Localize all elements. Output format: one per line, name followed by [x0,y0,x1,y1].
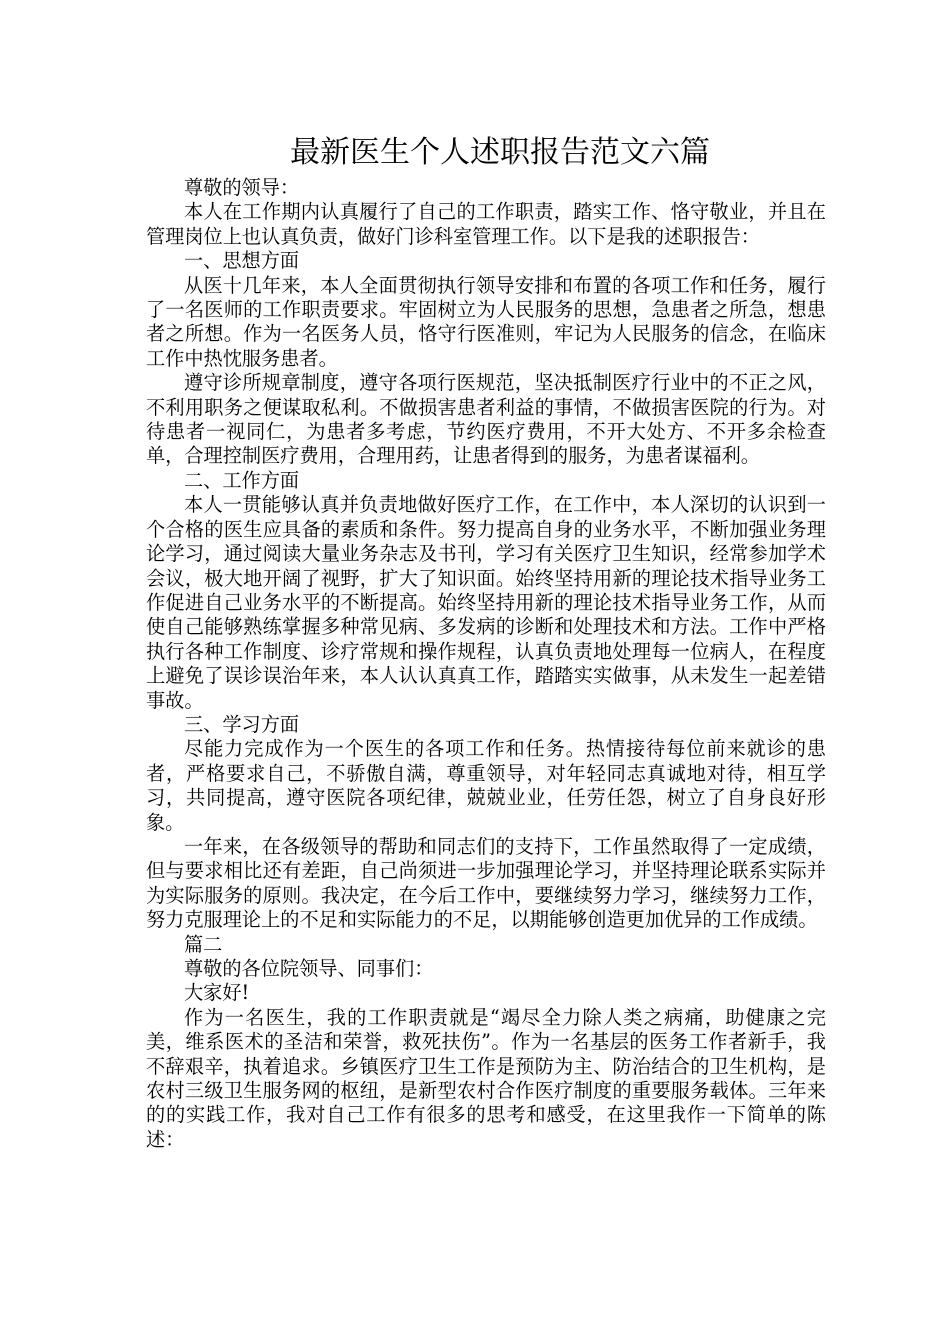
section-heading: 三、学习方面 [184,712,300,736]
section-heading: 一、思想方面 [184,249,300,273]
document-body [146,176,826,1152]
section-heading: 二、工作方面 [184,468,300,492]
body-paragraph: 本人一贯能够认真并负责地做好医疗工作，在工作中，本人深切的认识到一个合格的医生应具备的素质和条件。努力提高自身的业务水平，不断加强业务理论学习，通过阅读大量业务杂志及书刊，学习有关医疗卫生知识，经常参加学术会议，极大地开阔了视野，扩大了知识面。始终坚持用新的理论技术指导业务工作促进自己业务水平的不断提高。始终坚持用新的理论技术指导业务工作，从而使自己能够熟练掌握多种常见病、多发病的诊断和处理技术和方法。工作中严格执行各种工作制度、诊疗常规和操作规程，认真负责地处理每一位病人，在程度上避免了误诊误治年来，本人认认真真工作，踏踏实实做事，从未发生一起差错事故。 [146,493,826,712]
body-paragraph: 一年来，在各级领导的帮助和同志们的支持下，工作虽然取得了一定成绩，但与要求相比还有差距，自己尚须进一步加强理论学习，并坚持理论联系实际并为实际服务的原则。我决定，在今后工作中，要继续努力学习，继续努力工作，努力克服理论上的不足和实际能力的不足，以期能够创造更加优异的工作成绩。 [146,834,826,932]
body-paragraph: 遵守诊所规章制度，遵守各项行医规范，坚决抵制医疗行业中的不正之风，不利用职务之便谋取私利。不做损害患者利益的事情，不做损害医院的行为。对待患者一视同仁，为患者多考虑，节约医疗费用，不开大处方、不开多余检查单，合理控制医疗费用，合理用药，让患者得到的服务，为患者谋福利。 [146,371,826,468]
greeting: 大家好! [184,981,250,1005]
body-paragraph: 本人在工作期内认真履行了自己的工作职责，踏实工作、恪守敬业，并且在管理岗位上也认真负责，做好门诊科室管理工作。以下是我的述职报告： [146,200,826,248]
section-heading: 篇二 [184,932,223,956]
body-paragraph: 从医十几年来，本人全面贯彻执行领导安排和布置的各项工作和任务，履行了一名医师的工作职责要求。牢固树立为人民服务的思想，急患者之所急，想患者之所想。作为一名医务人员，恪守行医准则，牢记为人民服务的信念，在临床工作中热忱服务患者。 [146,273,826,370]
salutation: 尊敬的各位院领导、同事们： [184,957,434,980]
document-title: 最新医生个人述职报告范文六篇 [290,135,710,170]
salutation: 尊敬的领导： [184,176,300,199]
body-paragraph: 作为一名医生，我的工作职责就是“竭尽全力除人类之病痛，助健康之完美，维系医术的圣洁和荣誉，救死扶伤”。作为一名基层的医务工作者新手，我不辞艰辛，执着追求。乡镇医疗卫生工作是预防为主、防治结合的卫生机构，是农村三级卫生服务网的枢纽，是新型农村合作医疗制度的重要服务载体。三年来的的实践工作，我对自己工作有很多的思考和感受，在这里我作一下简单的陈述： [146,1005,826,1151]
body-paragraph: 尽能力完成作为一个医生的各项工作和任务。热情接待每位前来就诊的患者，严格要求自己，不骄傲自满，尊重领导，对年轻同志真诚地对待，相互学习，共同提高，遵守医院各项纪律，兢兢业业，任劳任怨，树立了自身良好形象。 [146,737,826,834]
